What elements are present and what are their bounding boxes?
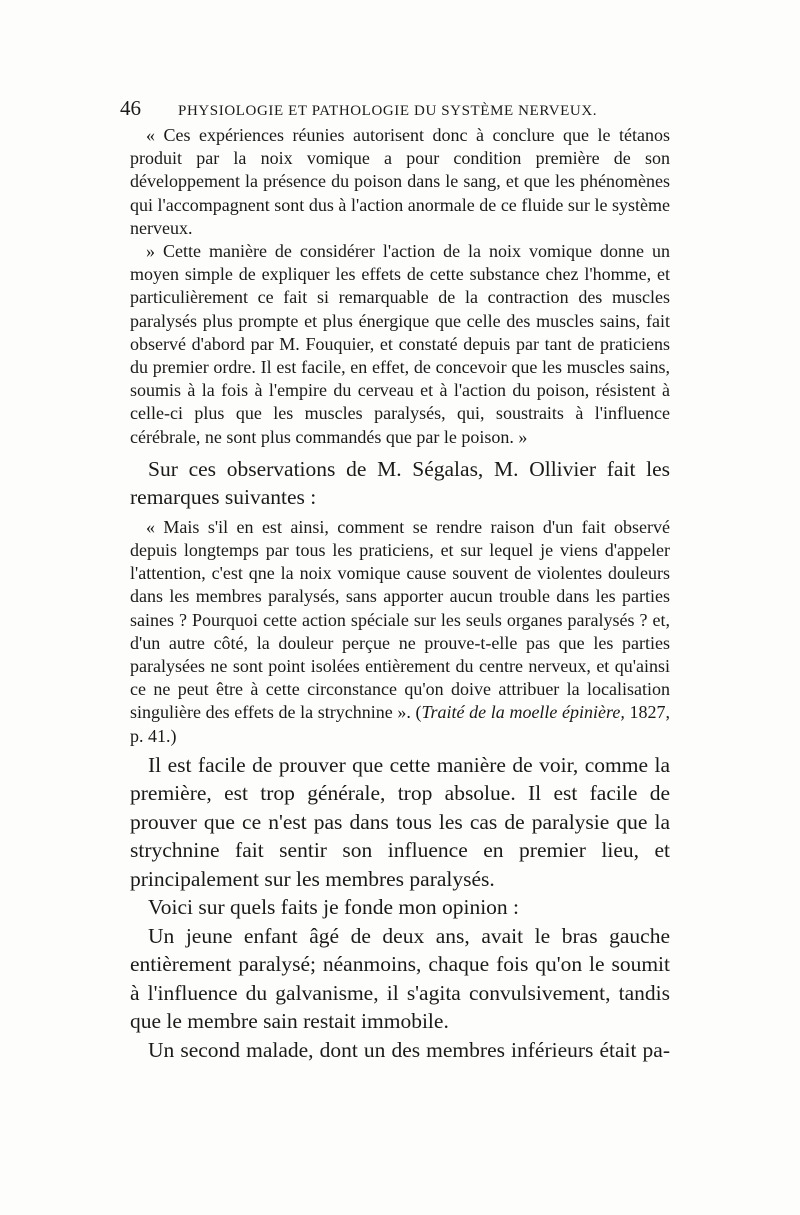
paragraph-case-child: Un jeune enfant âgé de deux ans, avait le bras gauche entièrement paralysé; néanmoins, chaque fois qu'on le soumit à l'influence du galvanisme, il s'agita convulsivement, tandis que le membre sain restait immobile. (130, 923, 670, 1034)
paragraph-ollivier-intro: Sur ces observations de M. Ségalas, M. Ollivier fait les remarques suivantes : (130, 456, 670, 510)
quote-ollivier-text: « Mais s'il en est ainsi, comment se rendre raison d'un fait observé depuis longtemps par tous les praticiens, et sur lequel je viens d'appeler l'attention, c'est qne la noix vomique cause souvent de violentes douleurs dans les membres paralysés, sans apporter aucun trouble dans les parties saines ? Pourquoi cette action spéciale sur les seuls organes paralysés ? et, d'un autre côté, la douleur perçue ne prouve-t-elle pas que les parties paralysées ne sont point isolées entièrement du centre nerveux, et qu'ainsi ce ne peut être à cette circonstance qu'on doive attribuer la localisation singulière des effets de la strychnine ». ( (130, 516, 670, 723)
paragraph-case-second: Un second malade, dont un des membres inférieurs était pa- (148, 1037, 670, 1062)
page-number: 46 (120, 96, 141, 120)
page-text (120, 96, 671, 1064)
paragraph-quote-segalas-2: » Cette manière de considérer l'action de la noix vomique donne un moyen simple de expliquer les effets de cette substance chez l'homme, et particulièrement ce fait si remarquable de la contraction des muscles paralysés plus prompte et plus énergique que celle des muscles sains, fait observé d'abord par M. Fouquier, et constaté depuis par tant de praticiens du premier ordre. Il est facile, en effet, de concevoir que les muscles sains, soumis à la fois à l'empire du cerveau et à l'action du poison, résistent à celle-ci plus que les muscles paralysés, qui, soustraits à l'influence cérébrale, ne sont plus commandés que par le poison. » (130, 241, 670, 447)
paragraph-quote-ollivier (130, 516, 670, 748)
citation-date-page: 1827, p. 41.) (130, 702, 671, 746)
paragraph-author-argument: Il est facile de prouver que cette manière de voir, comme la première, est trop générale, trop absolue. Il est facile de prouver que ce n'est pas dans tous les cas de paralysie que la strychnine fait sentir son influence en premier lieu, et principalement sur les membres paralysés. (130, 752, 670, 891)
page-header (120, 96, 670, 124)
paragraph-evidence-intro: Voici sur quels faits je fonde mon opinion : (148, 895, 520, 920)
citation-title: Traité de la moelle épinière, (421, 702, 625, 723)
paragraph-quote-segalas-1: « Ces expériences réunies autorisent donc à conclure que le tétanos produit par la noix vomique a pour condition première de son développement la présence du poison dans le sang, et que les phénomènes qui l'accompagnent sont dus à l'action anormale de ce fluide sur le système nerveux. (130, 125, 670, 238)
running-title: PHYSIOLOGIE ET PATHOLOGIE DU SYSTÈME NERVEUX. (178, 103, 598, 119)
